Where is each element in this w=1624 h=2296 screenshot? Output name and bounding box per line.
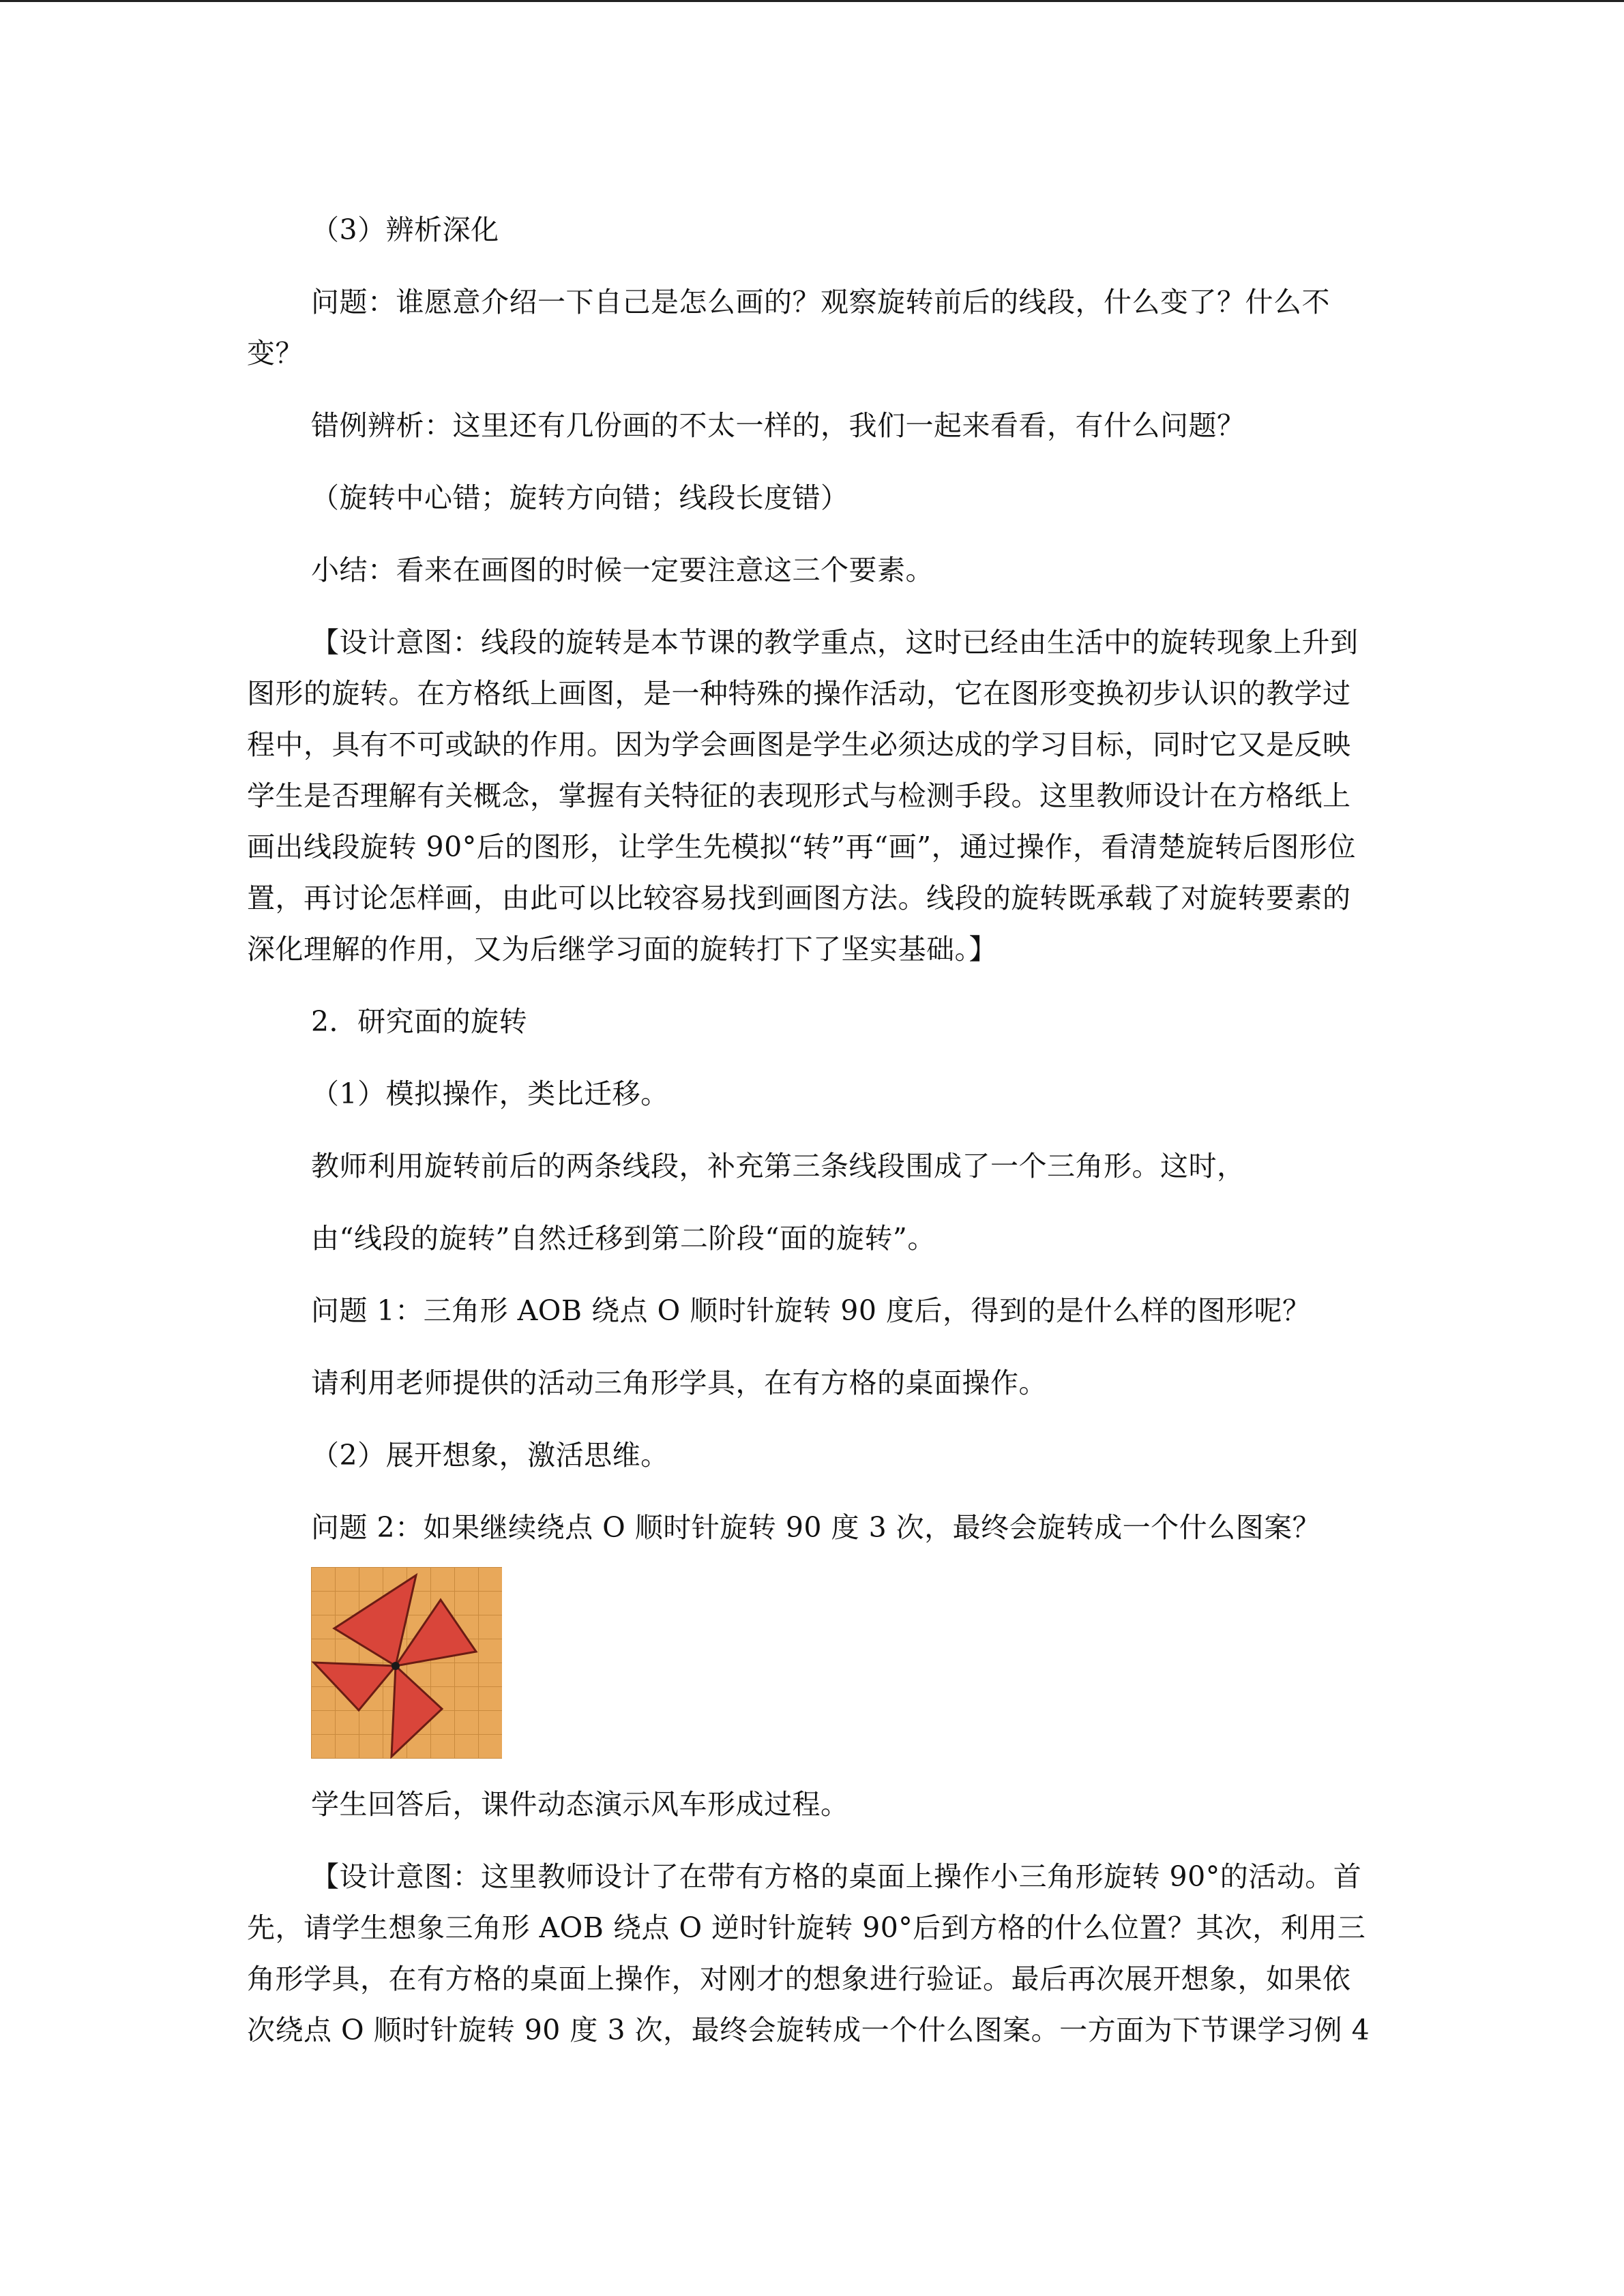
paragraph-operate: 请利用老师提供的活动三角形学具，在有方格的桌面操作。: [311, 1367, 1047, 1399]
paragraph-teacher: 教师利用旋转前后的两条线段，补充第三条线段围成了一个三角形。这时，: [311, 1150, 1245, 1182]
paragraph-question-1: 问题 1：三角形 AOB 绕点 O 顺时针旋转 90 度后，得到的是什么样的图形呢？: [311, 1294, 1311, 1327]
paragraph-transfer: 由“线段的旋转”自然迁移到第二阶段“面的旋转”。: [311, 1222, 936, 1255]
paragraph-question: 问题：谁愿意介绍一下自己是怎么画的？观察旋转前后的线段，什么变了？什么不变？: [247, 286, 1330, 370]
paragraph-summary: 小结：看来在画图的时候一定要注意这三个要素。: [311, 554, 934, 586]
paragraph-design-intent-1: 【设计意图：线段的旋转是本节课的教学重点，这时已经由生活中的旋转现象上升到图形的旋转。在方格纸上画图，是一种特殊的操作活动，它在图形变换初步认识的教学过程中，具有不可或缺的作用。因为学会画图是学生必须达成的学习目标，同时它又是反映学生是否理解有关概念，掌握有关特征的表现形式与检测手段。这里教师设计在方格纸上画出线段旋转 90°后的图形，让学生先模拟“转”再“画”，通过操作，看清楚旋转后图形位置，再讨论怎样画，由此可以比较容易找到画图方法。线段的旋转既承载了对旋转要素的深化理解的作用，又为后继学习面的旋转打下了坚实基础。】: [247, 626, 1359, 966]
paragraph-error-list: （旋转中心错；旋转方向错；线段长度错）: [311, 481, 849, 514]
pinwheel-icon: [311, 1567, 502, 1759]
top-rule: [0, 0, 1624, 2]
paragraph-step-1: （1）模拟操作，类比迁移。: [311, 1077, 669, 1110]
paragraph-demo: 学生回答后，课件动态演示风车形成过程。: [311, 1788, 849, 1821]
document-page: [247, 205, 1378, 2077]
center-point-o: [392, 1662, 400, 1670]
paragraph-section-2: 2．研究面的旋转: [311, 1005, 528, 1038]
paragraph-question-2: 问题 2：如果继续绕点 O 顺时针旋转 90 度 3 次，最终会旋转成一个什么图案？: [311, 1511, 1321, 1544]
pinwheel-photo: [311, 1567, 502, 1759]
paragraph-heading-3: （3）辨析深化: [311, 213, 499, 246]
paragraph-error-analysis: 错例辨析：这里还有几份画的不太一样的，我们一起来看看，有什么问题？: [311, 409, 1245, 442]
paragraph-step-2: （2）展开想象，激活思维。: [311, 1439, 669, 1472]
paragraph-design-intent-2: 【设计意图：这里教师设计了在带有方格的桌面上操作小三角形旋转 90°的活动。首先，请学生想象三角形 AOB 绕点 O 逆时针旋转 90°后到方格的什么位置？其次，利用三角形学具，在有方格的桌面上操作，对刚才的想象进行验证。最后再次展开想象，如果依次绕点 O 顺时针旋转 90 度 3 次，最终会旋转成一个什么图案。一方面为下节课学习例 4: [247, 1860, 1370, 2046]
